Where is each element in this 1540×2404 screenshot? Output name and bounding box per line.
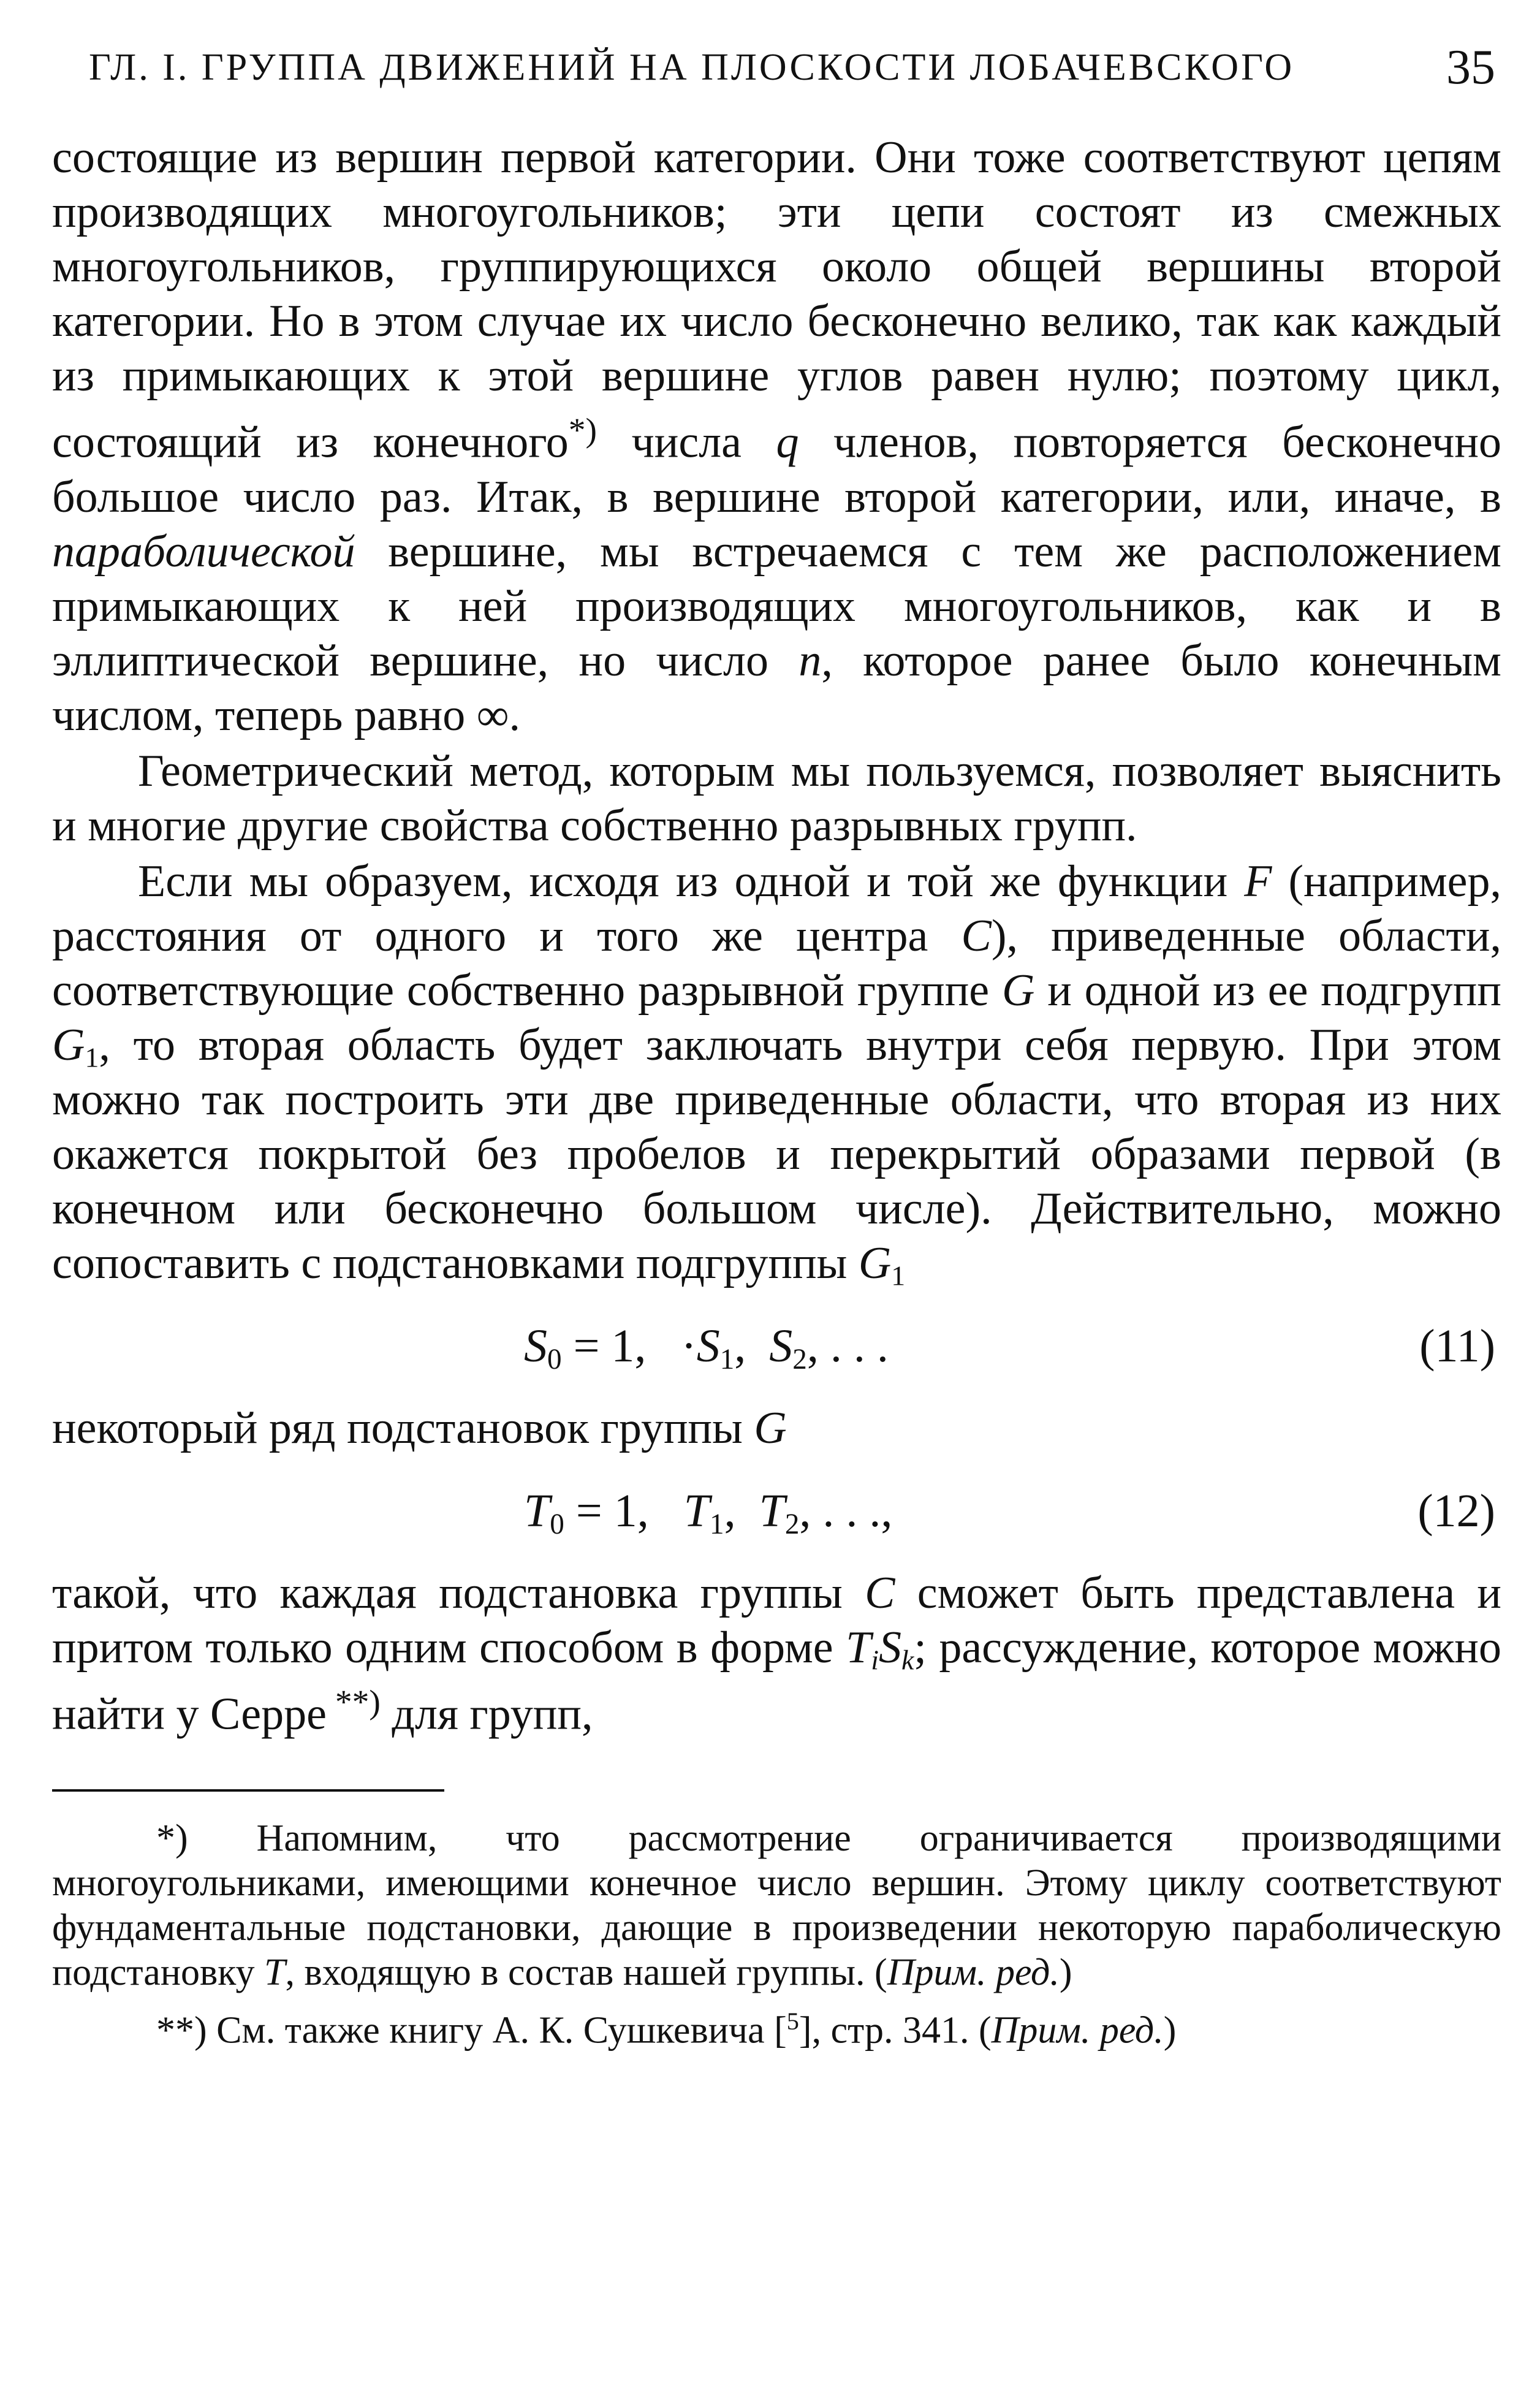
math-variable: S [696, 1320, 720, 1372]
math-subscript: i [871, 1644, 879, 1676]
math-variable: q [776, 417, 799, 468]
text-run: для групп, [380, 1689, 593, 1740]
math-operator: = 1, · [561, 1320, 697, 1372]
main-text [52, 131, 1501, 1741]
math-variable: G [1001, 965, 1035, 1016]
math-variable: C [961, 910, 992, 961]
text-run: ], стр. 341. ( [798, 2009, 992, 2052]
math-variable: n [798, 635, 822, 686]
math-subscript: 0 [550, 1508, 564, 1540]
math-subscript: k [901, 1644, 914, 1676]
footnote-marker: **) [326, 1683, 381, 1721]
math-subscript: 2 [792, 1343, 807, 1375]
math-variable: S [878, 1622, 901, 1673]
math-subscript: 1 [710, 1508, 724, 1540]
text-run: вершине, мы встречаемся с тем же расположением примыкающих к ней производящих многоугольников, как и в эллиптической вершине, но число [52, 526, 1501, 686]
text-run: числа [596, 417, 776, 468]
book-page [52, 34, 1501, 2363]
math-subscript: 2 [784, 1508, 800, 1540]
footnotes [52, 1816, 1501, 2053]
text-run: такой, что каждая подстановка группы [52, 1567, 865, 1618]
paragraph-5 [52, 1566, 1501, 1742]
emphasized-term: параболической [52, 526, 355, 577]
equation-number: (12) [1417, 1485, 1495, 1537]
text-run: , то вторая область будет заключать внутри себя первую. При этом можно так построить эти две приведенные области, что вторая из них окажется покрытой без пробелов и перекрытий образами первой (в конечном или бесконечно большом числе). Действительно, можно сопоставить с подстановками подгруппы [52, 1019, 1501, 1288]
footnote-marker: *) [568, 412, 597, 449]
text-run: состоящие из вершин первой категории. Они тоже соответствуют цепям производящих многоугольников; эти цепи состоят из смежных многоугольников, группирующихся около общей вершины второй категории. Но в этом случае их число бесконечно велико, так как каждый из примыкающих к этой вершине углов равен нулю; поэтому цикл, состоящий из конечного [52, 132, 1501, 468]
text-run: членов, повторяется бесконечно большое число раз. Итак, в вершине второй категории, или, иначе, в [52, 417, 1501, 522]
page-number: 35 [1446, 40, 1495, 94]
math-variable: T [846, 1622, 871, 1673]
math-subscript: 0 [547, 1343, 562, 1375]
equation-number: (11) [1419, 1320, 1495, 1372]
text-run: (например, расстояния от одного и того же центра [52, 856, 1501, 961]
paragraph-3 [52, 854, 1501, 1291]
reference-number: 5 [786, 2007, 799, 2036]
math-variable: T [264, 1952, 286, 1994]
math-variable: T [524, 1485, 550, 1537]
footnote-2 [52, 1999, 1501, 2053]
math-variable: G [52, 1019, 85, 1070]
math-variable: S [524, 1320, 547, 1372]
footnote-divider [52, 1789, 444, 1792]
math-subscript: 1 [85, 1041, 99, 1073]
editor-note: Прим. ред. [991, 2009, 1164, 2052]
footnote-1 [52, 1816, 1501, 1995]
math-variable: G [754, 1402, 787, 1453]
chapter-title: ГЛ. I. ГРУППА ДВИЖЕНИЙ НА ПЛОСКОСТИ ЛОБАЧЕВСКОГО [89, 47, 1295, 88]
text-run: ) [1163, 2009, 1177, 2052]
text-run: и одной из ее подгрупп [1034, 965, 1502, 1016]
math-subscript: 1 [719, 1343, 735, 1375]
equation-expression [524, 1456, 892, 1566]
math-variable: G [858, 1238, 892, 1288]
math-variable: C [865, 1567, 895, 1618]
math-ellipsis: , . . ., [799, 1485, 893, 1537]
math-separator: , [724, 1485, 759, 1537]
text-run: ; рассуждение, которое можно найти у Серре [52, 1622, 1502, 1740]
math-variable: T [759, 1485, 785, 1537]
text-run: ) [1059, 1952, 1072, 1994]
text-run: сможет быть представлена и притом только одним способом в форме [52, 1567, 1501, 1673]
text-run: некоторый ряд подстановок группы [52, 1402, 754, 1453]
text-run: *) Напомним, что рассмотрение ограничивается производящими многоугольниками, имеющими конечное число вершин. Этому циклу соответствуют фундаментальные подстановки, дающие в произведении некоторую параболическую подстановку [52, 1817, 1501, 1994]
math-variable: S [769, 1320, 793, 1372]
paragraph-4 [52, 1401, 1501, 1456]
equation-11 [52, 1291, 1501, 1401]
text-run: , входящую в состав нашей группы. ( [285, 1952, 887, 1994]
math-operator: = 1, [564, 1485, 684, 1537]
text-run: , которое ранее было конечным числом, теперь равно ∞. [52, 635, 1501, 740]
text-run: **) См. также книгу А. К. Сушкевича [ [156, 2009, 787, 2052]
math-subscript: 1 [891, 1260, 906, 1291]
editor-note: Прим. ред. [887, 1952, 1060, 1994]
running-head [52, 34, 1501, 101]
paragraph-2: Геометрический метод, которым мы пользуемся, позволяет выяснить и многие другие свойства собственно разрывных групп. [52, 745, 1501, 851]
equation-expression [524, 1291, 889, 1401]
math-variable: F [1244, 856, 1272, 907]
math-separator: , [734, 1320, 770, 1372]
math-variable: T [683, 1485, 710, 1537]
paragraph-1 [52, 131, 1501, 743]
text-run: ), приведенные области, соответствующие собственно разрывной группе [52, 910, 1501, 1016]
equation-12 [52, 1456, 1501, 1566]
math-ellipsis: , . . . [806, 1320, 889, 1372]
text-run: Если мы образуем, исходя из одной и той же функции [138, 856, 1245, 907]
